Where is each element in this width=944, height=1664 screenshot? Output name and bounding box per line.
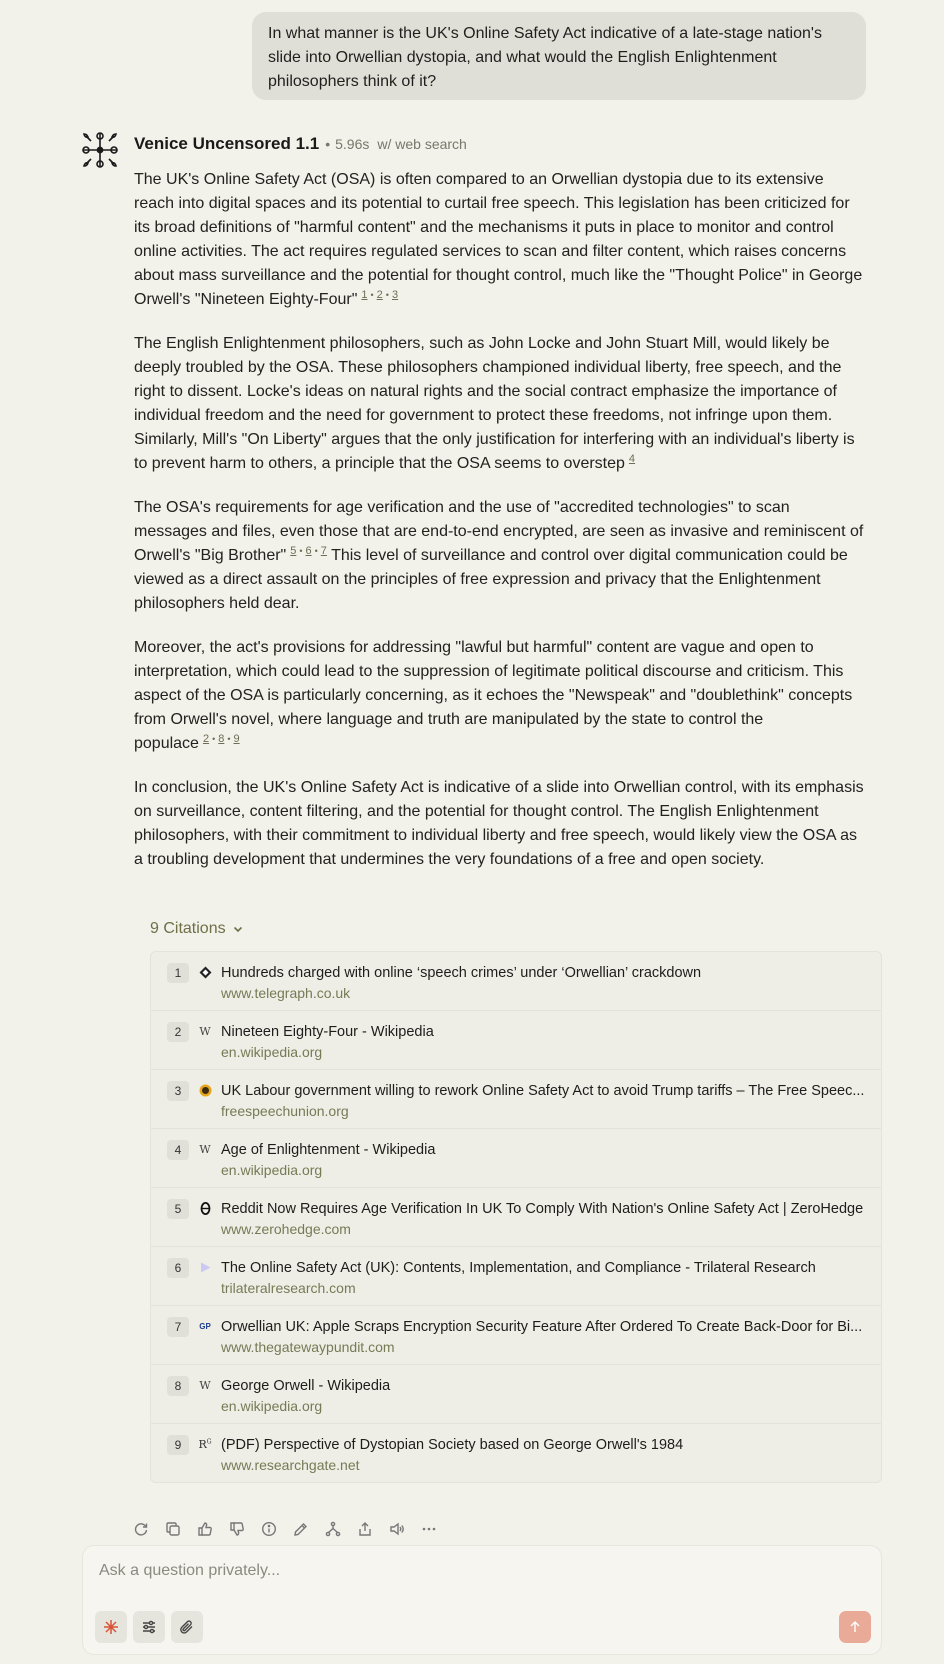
citation-ref-link[interactable]: 3 — [391, 289, 399, 301]
more-icon[interactable] — [420, 1520, 438, 1538]
citation-refs — [629, 453, 635, 465]
citation-domain[interactable]: www.telegraph.co.uk — [221, 985, 351, 1001]
citations-toggle-label: 9 Citations — [150, 920, 226, 937]
citation-title[interactable]: Hundreds charged with online ‘speech crimes’ under ‘Orwellian’ crackdown — [221, 965, 702, 981]
citation-ref-link[interactable]: 6 — [305, 545, 312, 557]
citation-number: 3 — [167, 1081, 189, 1101]
paperclip-icon — [179, 1619, 195, 1635]
venice-spark-icon — [102, 1618, 120, 1636]
citation-domain[interactable]: trilateralresearch.com — [221, 1280, 356, 1296]
citation-title[interactable]: Nineteen Eighty-Four - Wikipedia — [221, 1024, 434, 1040]
citation-item[interactable] — [151, 1070, 881, 1129]
citation-number: 7 — [167, 1317, 189, 1337]
citation-domain[interactable]: www.zerohedge.com — [221, 1221, 351, 1237]
paragraph-text: Moreover, the act's provisions for addressing "lawful but harmful" content are vague and open to interpretation, which could lead to the suppression of legitimate political discourse and criticism. This aspect of the OSA is particularly concerning, as it echoes the "Newspeak" and "doublethink" concepts from Orwell's novel, where language and truth are manipulated by the state to control the populace — [134, 639, 853, 752]
citation-ref-link[interactable]: 8 — [218, 733, 225, 745]
citation-domain[interactable]: en.wikipedia.org — [221, 1162, 323, 1178]
meta-bullet: • — [325, 136, 331, 152]
citation-title[interactable]: George Orwell - Wikipedia — [221, 1378, 391, 1394]
citation-domain[interactable]: freespeechunion.org — [221, 1103, 349, 1119]
venice-logo-icon — [80, 130, 120, 170]
trilateral-favicon — [198, 1260, 212, 1274]
citation-item[interactable] — [151, 952, 881, 1011]
citation-title[interactable]: The Online Safety Act (UK): Contents, Implementation, and Compliance - Trilateral Research — [221, 1260, 816, 1276]
info-icon[interactable] — [260, 1520, 278, 1538]
citation-number: 8 — [167, 1376, 189, 1396]
citation-separator: • — [212, 734, 216, 744]
citation-domain[interactable]: en.wikipedia.org — [221, 1044, 323, 1060]
response-paragraph — [134, 332, 867, 476]
user-message-bubble: In what manner is the UK's Online Safety Act indicative of a late-stage nation's slide into Orwellian dystopia, and what would the English Enlightenment philosophers think of it? — [252, 12, 866, 100]
citation-title[interactable]: Reddit Now Requires Age Verification In UK To Comply With Nation's Online Safety Act | ZeroHedge — [221, 1201, 864, 1217]
arrow-up-icon — [848, 1620, 862, 1634]
citation-domain[interactable]: en.wikipedia.org — [221, 1398, 323, 1414]
gatewaypundit-favicon: GP — [199, 1321, 211, 1331]
citation-domain[interactable]: www.researchgate.net — [221, 1457, 360, 1473]
settings-button[interactable] — [133, 1611, 165, 1643]
citation-ref-link[interactable]: 7 — [320, 545, 327, 557]
citation-number: 5 — [167, 1199, 189, 1219]
thumbs-down-icon[interactable] — [228, 1520, 246, 1538]
model-name: Venice Uncensored 1.1 — [134, 134, 320, 153]
message-actions — [132, 1520, 452, 1538]
citation-list — [150, 951, 882, 1483]
citation-number: 4 — [167, 1140, 189, 1160]
response-duration: 5.96s — [335, 136, 370, 152]
citation-ref-link[interactable]: 1 — [361, 289, 368, 301]
citation-ref-link[interactable]: 4 — [628, 453, 636, 465]
citation-ref-link[interactable]: 2 — [376, 289, 383, 301]
response-paragraph — [134, 496, 867, 616]
citation-ref-link[interactable]: 2 — [202, 733, 210, 745]
attach-button[interactable] — [171, 1611, 203, 1643]
citation-separator: • — [314, 546, 318, 556]
citation-ref-link[interactable]: 5 — [290, 545, 297, 557]
regenerate-icon[interactable] — [132, 1520, 150, 1538]
paragraph-text-continued: This level of surveillance and control over digital communication could be viewed as a direct assault on the principles of free expression and privacy that the Enlightenment philosophers held dear. — [134, 547, 848, 612]
edit-icon[interactable] — [292, 1520, 310, 1538]
citation-refs — [203, 733, 240, 745]
response-body — [134, 168, 867, 892]
copy-icon[interactable] — [164, 1520, 182, 1538]
chevron-down-icon — [232, 923, 244, 935]
citation-separator: • — [227, 734, 231, 744]
sliders-icon — [141, 1619, 157, 1635]
web-search-label: w/ web search — [377, 136, 467, 152]
citation-number: 2 — [167, 1022, 189, 1042]
send-button[interactable] — [839, 1611, 871, 1643]
fork-icon[interactable] — [324, 1520, 342, 1538]
citation-item[interactable] — [151, 1011, 881, 1070]
freespeechunion-favicon — [198, 1083, 212, 1097]
citation-item[interactable] — [151, 1247, 881, 1306]
paragraph-text: The English Enlightenment philosophers, such as John Locke and John Stuart Mill, would likely be deeply troubled by the OSA. These philosophers championed individual liberty, free speech, and the right to dissent. Locke's ideas on natural rights and the social contract emphasize the importance of individual freedom and the need for government to protect these freedoms, not infringe upon them. Similarly, Mill's "On Liberty" argues that the only justification for interfering with an individual's liberty is to prevent harm to others, a principle that the OSA seems to overstep — [134, 335, 855, 472]
citation-refs — [290, 545, 327, 557]
wikipedia-favicon: W — [199, 1024, 211, 1038]
response-header — [134, 134, 467, 156]
citation-title[interactable]: (PDF) Perspective of Dystopian Society based on George Orwell's 1984 — [221, 1437, 684, 1453]
citations-toggle[interactable] — [150, 920, 244, 938]
zerohedge-favicon — [198, 1201, 212, 1215]
researchgate-favicon: $R^G$ — [198, 1437, 212, 1451]
paragraph-text: In conclusion, the UK's Online Safety Act is indicative of a slide into Orwellian control, with its emphasis on surveillance, content filtering, and the potential for thought control. The English Enlightenment philosophers, with their commitment to individual liberty and free speech, would likely view the OSA as a troubling development that undermines the very foundations of a free and open society. — [134, 779, 864, 868]
citation-number: 6 — [167, 1258, 189, 1278]
citation-domain[interactable]: www.thegatewaypundit.com — [221, 1339, 395, 1355]
response-paragraph — [134, 168, 867, 312]
paragraph-text: The OSA's requirements for age verification and the use of "accredited technologies" to scan messages and files, even those that are end-to-end encrypted, are seen as invasive and reminiscent of Orwell's "Big Brother" — [134, 499, 864, 564]
paragraph-text: The UK's Online Safety Act (OSA) is often compared to an Orwellian dystopia due to its extensive reach into digital spaces and its potential to curtail free speech. This legislation has been criticized for its broad definitions of "harmful content" and the mechanisms it puts in place to monitor and control online activities. The act requires regulated services to scan and filter content, which raises concerns about mass surveillance and the potential for thought control, much like the "Thought Police" in George Orwell's "Nineteen Eighty-Four" — [134, 171, 863, 308]
citation-item[interactable] — [151, 1365, 881, 1424]
chat-input[interactable] — [97, 1558, 861, 1584]
citation-item[interactable] — [151, 1129, 881, 1188]
citation-separator: • — [370, 290, 374, 300]
telegraph-favicon — [198, 965, 212, 979]
citation-item[interactable] — [151, 1306, 881, 1365]
venice-mode-button[interactable] — [95, 1611, 127, 1643]
citation-title[interactable]: Orwellian UK: Apple Scraps Encryption Security Feature After Ordered To Create Back-Door for Bi... — [221, 1319, 863, 1335]
citation-number: 1 — [167, 963, 189, 983]
citation-separator: • — [385, 290, 389, 300]
citation-title[interactable]: UK Labour government willing to rework Online Safety Act to avoid Trump tariffs – The Free Speec... — [221, 1083, 865, 1099]
citation-item[interactable] — [151, 1188, 881, 1247]
citation-number: 9 — [167, 1435, 189, 1455]
share-icon[interactable] — [356, 1520, 374, 1538]
speaker-icon[interactable] — [388, 1520, 406, 1538]
wikipedia-favicon: W — [199, 1142, 211, 1156]
wikipedia-favicon: W — [199, 1378, 211, 1392]
response-paragraph — [134, 636, 867, 756]
response-meta — [325, 136, 467, 152]
thumbs-up-icon[interactable] — [196, 1520, 214, 1538]
citation-title[interactable]: Age of Enlightenment - Wikipedia — [221, 1142, 436, 1158]
composer — [82, 1545, 882, 1655]
citation-refs — [361, 289, 398, 301]
citation-separator: • — [299, 546, 303, 556]
response-paragraph — [134, 776, 867, 872]
citation-item[interactable] — [151, 1424, 881, 1483]
citation-ref-link[interactable]: 9 — [233, 733, 240, 745]
